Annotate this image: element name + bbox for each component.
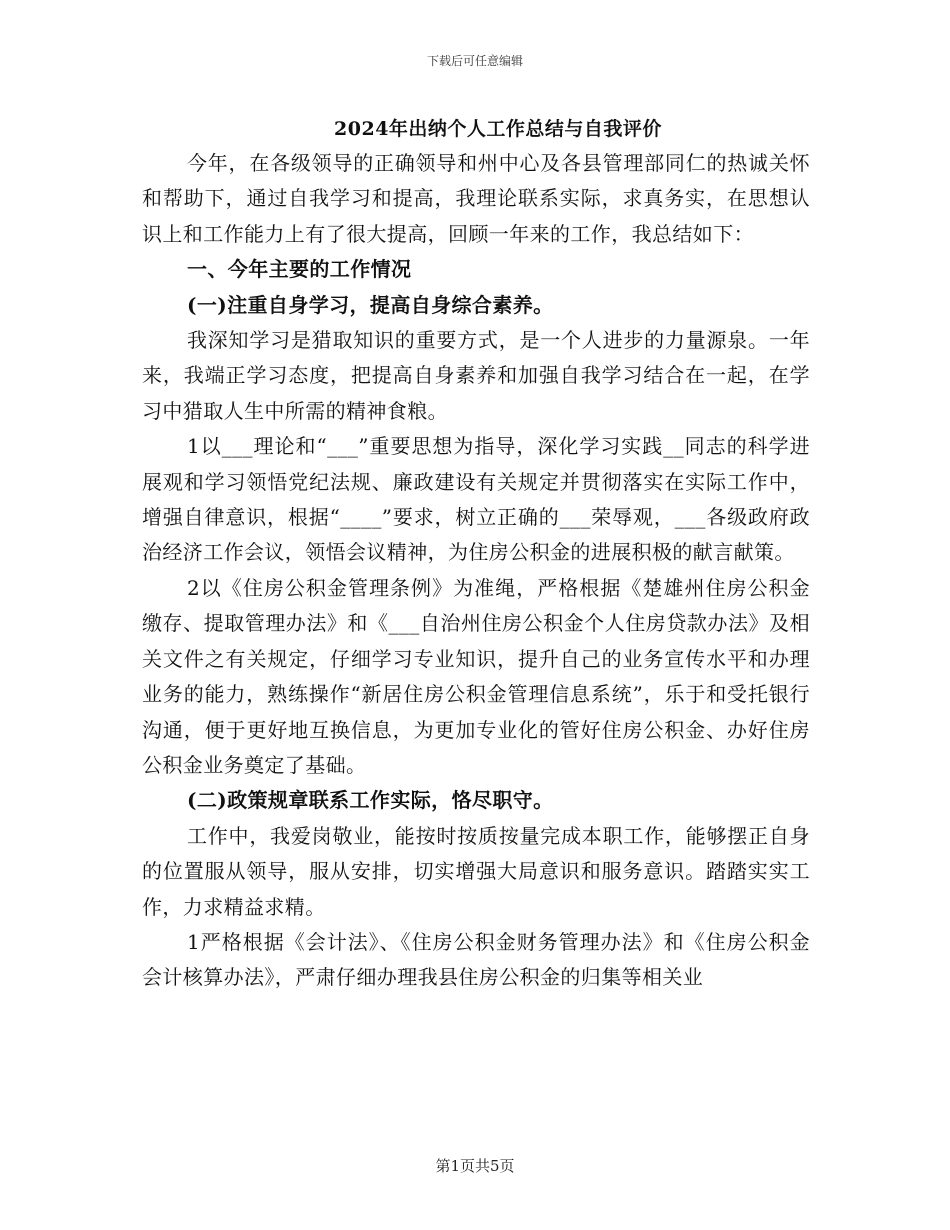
body-paragraph: 工作中，我爱岗敬业，能按时按质按量完成本职工作，能够摆正自身的位置服从领导，服从安排，切实增强大局意识和服务意识。踏踏实实工作，力求精益求精。 [142,823,810,919]
body-paragraph: 2以《住房公积金管理条例》为准绳，严格根据《楚雄州住房公积金缴存、提取管理办法》和《___自治州住房公积金个人住房贷款办法》及相关文件之有关规定，仔细学习专业知识，提升自己的业务宣传水平和办理业务的能力，熟练操作“新居住房公积金管理信息系统”，乐于和受托银行沟通，便于更好地互换信息，为更加专业化的管好住房公积金、办好住房公积金业务奠定了基础。 [142,575,810,777]
document-title: 2024年出纳个人工作总结与自我评价 [334,118,662,140]
intro-paragraph: 今年，在各级领导的正确领导和州中心及各县管理部同仁的热诚关怀和帮助下，通过自我学习和提高，我理论联系实际，求真务实，在思想认识上和工作能力上有了很大提高，回顾一年来的工作，我总结如下： [142,151,810,246]
document-body [142,146,810,996]
subsection-heading-2: (二)政策规章联系工作实际，恪尽职守。 [187,788,554,813]
body-paragraph: 1严格根据《会计法》、《住房公积金财务管理办法》和《住房公积金会计核算办法》，严肃仔细办理我县住房公积金的归集等相关业 [142,929,810,990]
body-paragraph: 1以___理论和“___”重要思想为指导，深化学习实践__同志的科学进展观和学习领悟党纪法规、廉政建设有关规定并贯彻落实在实际工作中，增强自律意识，根据“____”要求，树立正确的___荣辱观，___各级政府政治经济工作会议，领悟会议精神，为住房公积金的进展积极的献言献策。 [142,434,810,565]
page-number: 第1页共5页 [435,1157,515,1175]
section-heading-1: 一、今年主要的工作情况 [187,257,412,282]
page-header-note: 下载后可任意编辑 [426,54,523,68]
subsection-heading-1: (一)注重自身学习，提高自身综合素养。 [187,292,554,317]
body-paragraph: 我深知学习是猎取知识的重要方式，是一个人进步的力量源泉。一年来，我端正学习态度，把提高自身素养和加强自我学习结合在一起，在学习中猎取人生中所需的精神食粮。 [142,328,810,423]
